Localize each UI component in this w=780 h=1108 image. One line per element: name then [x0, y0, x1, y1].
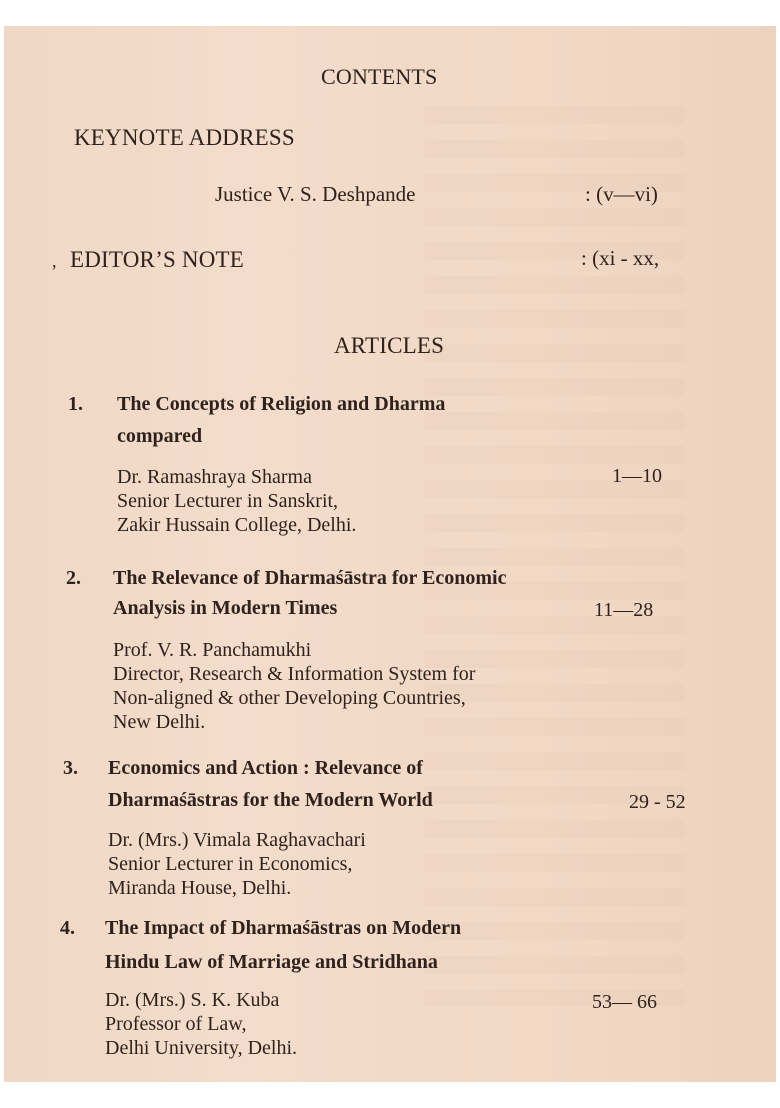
- article-author-line: Zakir Hussain College, Delhi.: [117, 514, 357, 536]
- article-author-line: Dr. (Mrs.) Vimala Raghavachari: [108, 829, 366, 851]
- article-title-line: compared: [117, 425, 203, 447]
- article-title-line: The Relevance of Dharmaśāstra for Economic: [113, 567, 507, 589]
- article-title-line: Analysis in Modern Times: [113, 597, 338, 619]
- article-author-line: Delhi University, Delhi.: [105, 1037, 298, 1059]
- article-author-line: Director, Research & Information System for: [113, 663, 476, 685]
- article-number: 1.: [68, 393, 83, 415]
- keynote-pages: : (v—vi): [585, 182, 658, 206]
- article-author-line: New Delhi.: [113, 711, 206, 733]
- article-number: 4.: [60, 917, 75, 939]
- keynote-speaker: Justice V. S. Deshpande: [215, 182, 416, 206]
- article-pages: 1—10: [612, 465, 662, 487]
- page-mark: ,: [52, 251, 57, 271]
- article-author-line: Miranda House, Delhi.: [108, 877, 292, 899]
- article-author-line: Senior Lecturer in Sanskrit,: [117, 490, 339, 512]
- article-pages: 11—28: [594, 599, 654, 621]
- article-title-line: The Impact of Dharmaśāstras on Modern: [105, 917, 462, 939]
- article-title-line: The Concepts of Religion and Dharma: [117, 393, 446, 415]
- page-title: CONTENTS: [321, 64, 438, 89]
- article-title-line: Economics and Action : Relevance of: [108, 757, 423, 779]
- article-author-line: Senior Lecturer in Economics,: [108, 853, 353, 875]
- contents-page: [4, 26, 776, 1082]
- article-pages: 53— 66: [592, 991, 657, 1013]
- article-number: 2.: [66, 567, 81, 589]
- editor-note-pages: : (xi - xx,: [581, 246, 660, 270]
- article-author-line: Prof. V. R. Panchamukhi: [113, 639, 312, 661]
- article-author-line: Dr. Ramashraya Sharma: [117, 466, 312, 488]
- article-title-line: Dharmaśāstras for the Modern World: [108, 789, 433, 811]
- article-author-line: Dr. (Mrs.) S. K. Kuba: [105, 989, 280, 1011]
- article-number: 3.: [63, 757, 78, 779]
- editor-note-heading: EDITOR’S NOTE: [70, 247, 245, 272]
- article-title-line: Hindu Law of Marriage and Stridhana: [105, 951, 438, 973]
- article-pages: 29 - 52: [629, 791, 686, 813]
- show-through-texture: [424, 106, 684, 1006]
- article-author-line: Professor of Law,: [105, 1013, 247, 1035]
- articles-heading: ARTICLES: [334, 333, 445, 358]
- article-author-line: Non-aligned & other Developing Countries,: [113, 687, 466, 709]
- keynote-heading: KEYNOTE ADDRESS: [74, 125, 295, 150]
